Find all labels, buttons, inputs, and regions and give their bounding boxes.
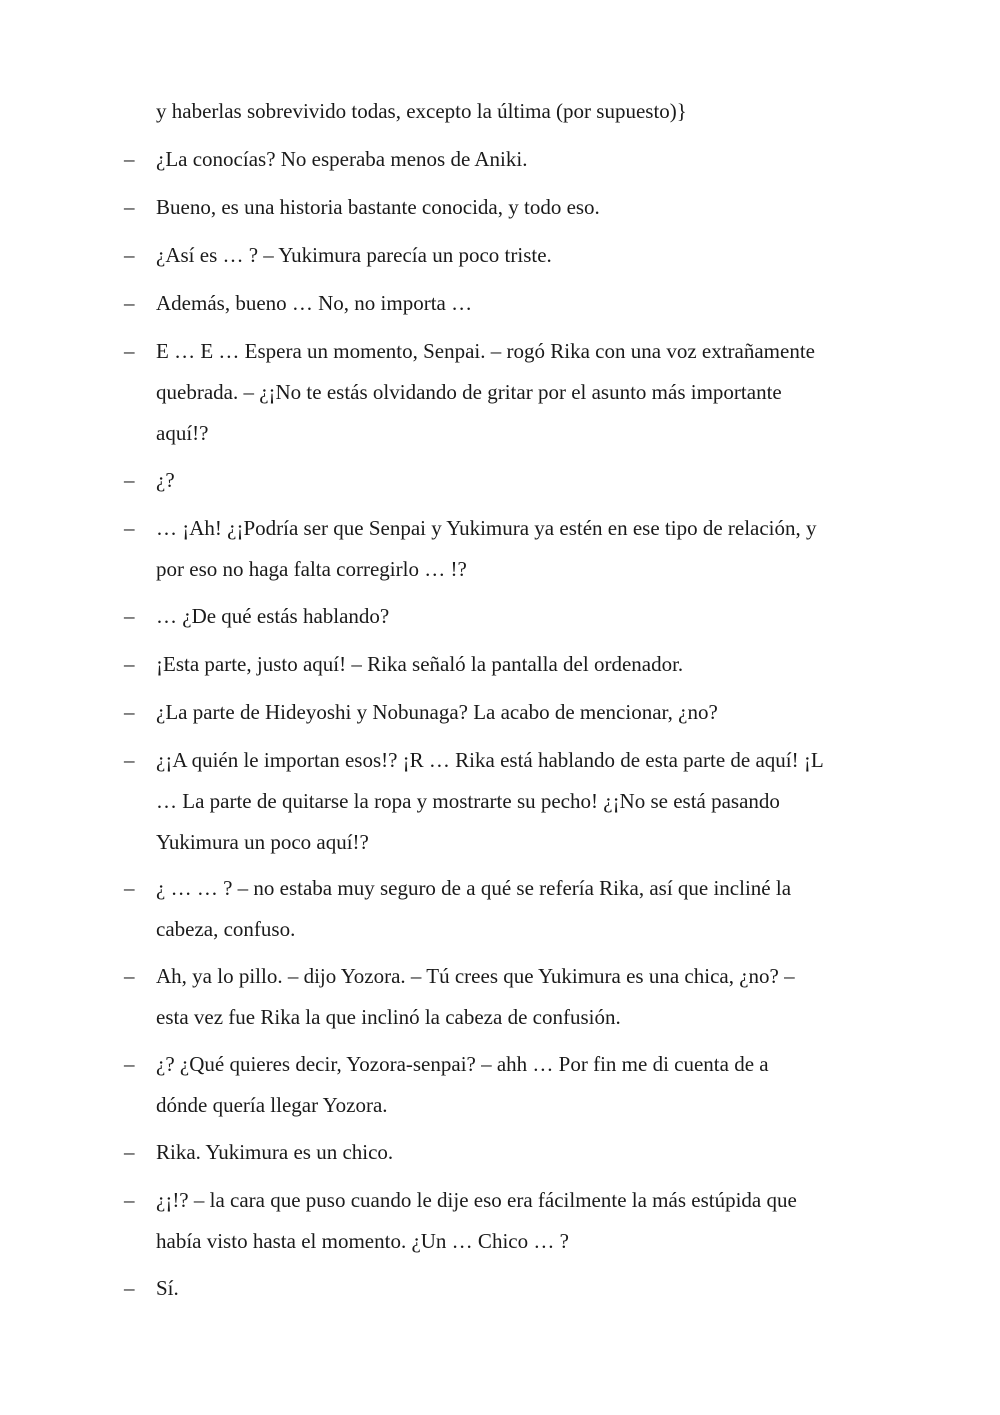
text-line: ¿Así es … ? – Yukimura parecía un poco triste. xyxy=(156,243,552,267)
dialogue-dash: – xyxy=(124,964,135,988)
text-line: Ah, ya lo pillo. – dijo Yozora. – Tú crees que Yukimura es una chica, ¿no? – xyxy=(156,964,795,988)
text-line: … La parte de quitarse la ropa y mostrarte su pecho! ¿¡No se está pasando xyxy=(156,789,780,813)
dialogue-dash: – xyxy=(124,468,135,492)
dialogue-dash: – xyxy=(124,652,135,676)
text-line: dónde quería llegar Yozora. xyxy=(156,1093,388,1117)
text-line: esta vez fue Rika la que inclinó la cabeza de confusión. xyxy=(156,1005,621,1029)
text-line: Rika. Yukimura es un chico. xyxy=(156,1140,394,1164)
text-line: Además, bueno … No, no importa … xyxy=(156,291,473,315)
dialogue-dash: – xyxy=(124,243,135,267)
text-line: ¿La conocías? No esperaba menos de Aniki. xyxy=(156,147,528,171)
dialogue-dash: – xyxy=(124,1188,135,1212)
text-line: Yukimura un poco aquí!? xyxy=(156,830,369,854)
dialogue-dash: – xyxy=(124,516,135,540)
text-line: ¡Esta parte, justo aquí! – Rika señaló la pantalla del ordenador. xyxy=(156,652,684,676)
dialogue-dash: – xyxy=(124,195,135,219)
text-line: ¿ … … ? – no estaba muy seguro de a qué se refería Rika, así que incliné la xyxy=(156,876,792,900)
text-line: quebrada. – ¿¡No te estás olvidando de gritar por el asunto más importante xyxy=(156,380,782,404)
text-line: ¿¡A quién le importan esos!? ¡R … Rika está hablando de esta parte de aquí! ¡L xyxy=(156,748,824,772)
text-line: Bueno, es una historia bastante conocida, y todo eso. xyxy=(156,195,600,219)
text-line: aquí!? xyxy=(156,421,209,445)
text-line: Sí. xyxy=(156,1276,179,1300)
dialogue-dash: – xyxy=(124,1140,135,1164)
text-line: y haberlas sobrevivido todas, excepto la última (por supuesto)} xyxy=(156,99,687,123)
text-line: por eso no haga falta corregirlo … !? xyxy=(156,557,467,581)
text-line: ¿? ¿Qué quieres decir, Yozora-senpai? – ahh … Por fin me di cuenta de a xyxy=(156,1052,769,1076)
text-line: ¿? xyxy=(156,468,175,492)
text-line: cabeza, confuso. xyxy=(156,917,296,941)
dialogue-dash: – xyxy=(124,1052,135,1076)
dialogue-dash: – xyxy=(124,748,135,772)
text-line: … ¿De qué estás hablando? xyxy=(156,604,390,628)
dialogue-dash: – xyxy=(124,339,135,363)
text-line: E … E … Espera un momento, Senpai. – rogó Rika con una voz extrañamente xyxy=(156,339,815,363)
dialogue-dash: – xyxy=(124,876,135,900)
dialogue-dash: – xyxy=(124,291,135,315)
text-line: ¿La parte de Hideyoshi y Nobunaga? La acabo de mencionar, ¿no? xyxy=(156,700,718,724)
text-line: … ¡Ah! ¿¡Podría ser que Senpai y Yukimura ya estén en ese tipo de relación, y xyxy=(156,516,817,540)
dialogue-dash: – xyxy=(124,700,135,724)
dialogue-dash: – xyxy=(124,1276,135,1300)
dialogue-dash: – xyxy=(124,147,135,171)
dialogue-dash: – xyxy=(124,604,135,628)
text-line: ¿¡!? – la cara que puso cuando le dije eso era fácilmente la más estúpida que xyxy=(156,1188,797,1212)
text-line: había visto hasta el momento. ¿Un … Chico … ? xyxy=(156,1229,569,1253)
